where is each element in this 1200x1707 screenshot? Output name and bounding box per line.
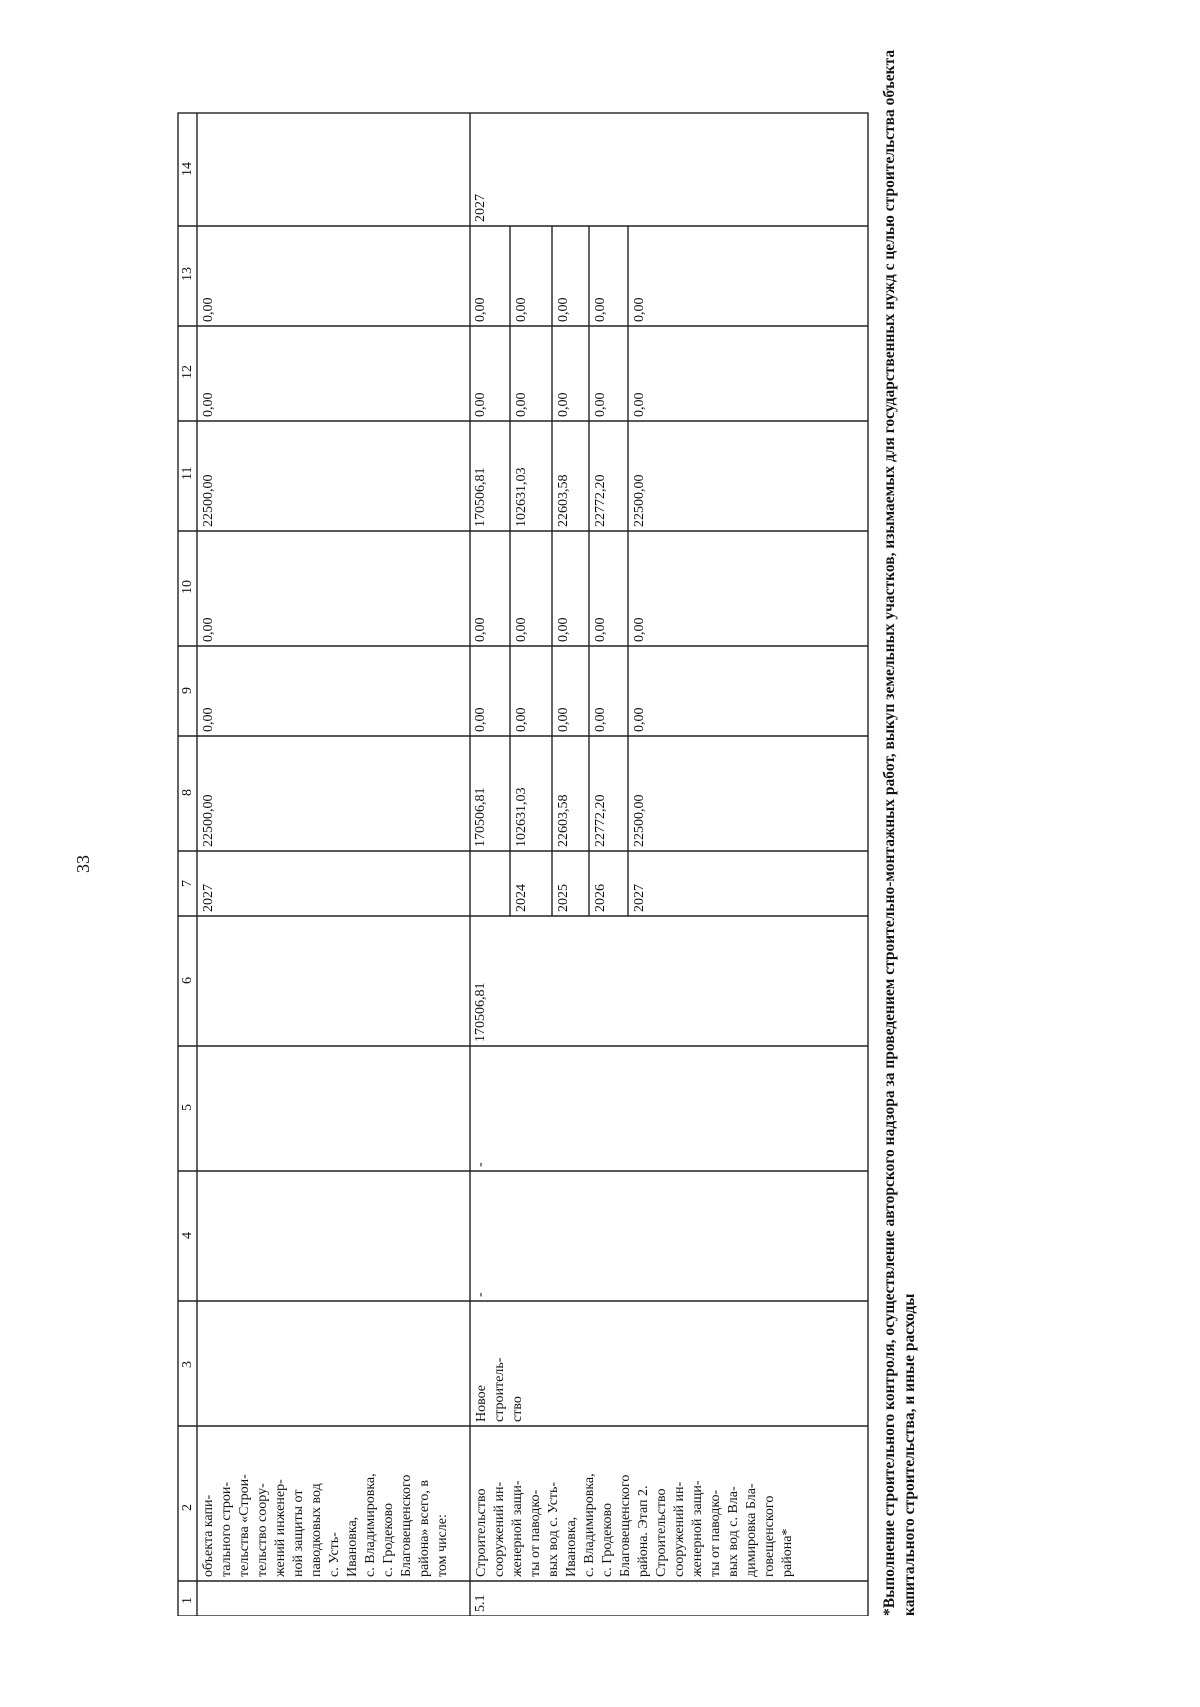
year-2026-col8: 22772,20	[593, 794, 608, 847]
row-a-col11: 22500,00	[201, 474, 216, 527]
year-2024-col9: 0,00	[514, 707, 529, 732]
year-2027-col12: 0,00	[632, 392, 647, 417]
row-b-total-col9: 0,00	[473, 707, 488, 732]
year-2025-col8: 22603,58	[556, 794, 571, 847]
subobject-name-cell: Строительство сооружений ин- женерной защи- ты от паводко- вых вод с. Усть- Ивановка, с. Владимировка, с. Гродеково Благовещенского района. Этап 2. Строительство сооружений ин- женерной защи- ты от паводко- вых вод с. Вла- димировка Бла- говещенского района*	[474, 1473, 795, 1577]
row-a-col7: 2027	[201, 884, 216, 912]
year-2024-col13: 0,00	[514, 297, 529, 322]
row-a-col9: 0,00	[201, 707, 216, 732]
year-2026-col9: 0,00	[593, 707, 608, 732]
year-2027-col10: 0,00	[632, 617, 647, 642]
year-2024: 2024	[514, 884, 529, 912]
page-number: 33	[73, 855, 93, 873]
column-number-4: 4	[180, 1232, 195, 1239]
year-2024-col10: 0,00	[514, 617, 529, 642]
row-b-number: 5.1	[473, 1594, 488, 1612]
row-a-col8: 22500,00	[201, 794, 216, 847]
column-number-1: 1	[180, 1597, 195, 1604]
row-a-col12: 0,00	[201, 392, 216, 417]
row-b-total-col11: 170506,81	[473, 467, 488, 527]
year-2025-col12: 0,00	[556, 392, 571, 417]
year-2025-col10: 0,00	[556, 617, 571, 642]
year-2027-col9: 0,00	[632, 707, 647, 732]
column-number-6: 6	[180, 977, 195, 984]
column-number-14: 14	[180, 162, 195, 176]
year-2027-col11: 22500,00	[632, 474, 647, 527]
year-2026-col12: 0,00	[593, 392, 608, 417]
year-2026-col13: 0,00	[593, 297, 608, 322]
object-name-cell: объекта капи- тального строи- тельства «Строи- тельство соору- жений инженер- ной защиты от паводковых вод с. Усть- Ивановка, с. Владимировка, с. Гродеково Благовещенского района» всего, в том числе:	[201, 1473, 450, 1577]
row-b-col4: -	[473, 1292, 488, 1297]
row-b-col5: -	[473, 1162, 488, 1167]
row-b-total-col12: 0,00	[473, 392, 488, 417]
year-2026: 2026	[593, 884, 608, 912]
column-number-8: 8	[180, 789, 195, 796]
footnote: *Выполнение строительного контроля, осуществление авторского надзора за проведением строительно-монтажных работ, выкуп земельных участков, изымаемых для государственных нужд с целью строительства объекта капитального строительства, и иные расходы	[881, 49, 918, 1616]
year-2025: 2025	[556, 884, 571, 912]
year-2025-col13: 0,00	[556, 297, 571, 322]
row-a-col13: 0,00	[201, 297, 216, 322]
row-b-total-col8: 170506,81	[473, 787, 488, 847]
year-2026-col11: 22772,20	[593, 474, 608, 527]
year-2027-col8: 22500,00	[632, 794, 647, 847]
row-b-total-col14: 2027	[473, 194, 488, 222]
year-2027-col13: 0,00	[632, 297, 647, 322]
year-2026-col10: 0,00	[593, 617, 608, 642]
column-number-11: 11	[180, 466, 195, 480]
year-2025-col11: 22603,58	[556, 474, 571, 527]
column-number-5: 5	[180, 1104, 195, 1111]
row-b-col6: 170506,81	[473, 982, 488, 1042]
column-number-3: 3	[180, 1361, 195, 1368]
row-b-total-col13: 0,00	[473, 297, 488, 322]
column-number-7: 7	[180, 880, 195, 887]
row-b-total-col10: 0,00	[473, 617, 488, 642]
column-number-2: 2	[180, 1504, 195, 1511]
column-number-10: 10	[180, 580, 195, 594]
year-2027: 2027	[632, 884, 647, 912]
construction-type-cell: Новое строитель- ство	[474, 1357, 525, 1422]
year-2025-col9: 0,00	[556, 707, 571, 732]
year-2024-col12: 0,00	[514, 392, 529, 417]
rotated-page-content	[170, 16, 1200, 1616]
year-2024-col11: 102631,03	[514, 467, 529, 527]
column-number-12: 12	[180, 365, 195, 379]
year-2024-col8: 102631,03	[514, 787, 529, 847]
column-number-13: 13	[180, 267, 195, 281]
column-number-9: 9	[180, 687, 195, 694]
row-a-col10: 0,00	[201, 617, 216, 642]
